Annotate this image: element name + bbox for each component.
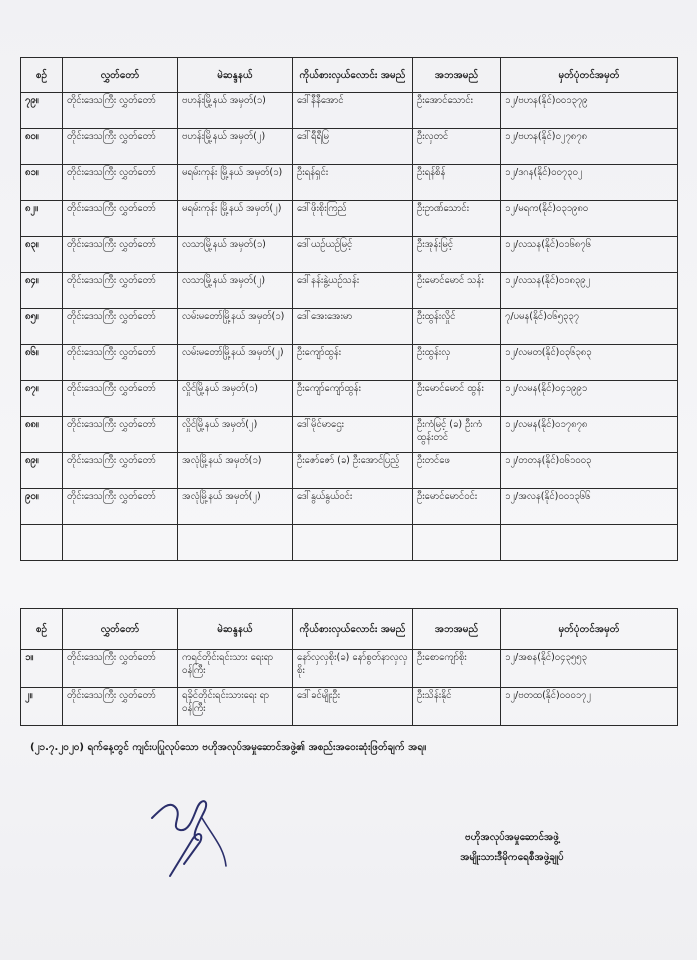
father-name-cell: ဦးမောင်မောင် ထွန်း [413,381,501,417]
ethnic-minister-table-body [21,650,678,726]
father-name-cell: ဦးကံမြင့် (ခ) ဦးကံထွန်းတင် [413,417,501,453]
header-father-name: အဘအမည် [413,58,501,93]
table-row [21,381,678,417]
table-row [21,309,678,345]
father-name-cell: ဦးတင်ဖေ [413,453,501,489]
constituency-cell: မရမ်းကုန်း မြို့နယ် အမှတ်(၂) [178,201,293,237]
father-name-cell: ဦးမောင်မောင် သန်း [413,273,501,309]
blank-cell [293,525,413,561]
header-candidate-name: ကိုယ်စားလှယ်လောင်း အမည် [293,58,413,93]
constituency-cell: လှိုင်မြို့နယ် အမှတ်(၁) [178,381,293,417]
table-row [21,345,678,381]
blank-cell [178,525,293,561]
constituency-cell: လသာမြို့နယ် အမှတ်(၂) [178,273,293,309]
candidate-name-cell: ဦးရန်ရှင်း [293,165,413,201]
hluttaw-cell: တိုင်းဒေသကြီး လွှတ်တော် [63,688,178,726]
father-name-cell: ဦးထွန်းလှိုင် [413,309,501,345]
table-row [21,129,678,165]
nrc-cell: ၁၂/ဗဟန(နိုင်)၀၂၇၈၇၈ [501,129,678,165]
father-name-cell: ဦးစောကျော်စိုး [413,650,501,688]
header-candidate-name: ကိုယ်စားလှယ်လောင်း အမည် [293,609,413,650]
constituency-cell: ကရင်တိုင်းရင်းသား ရေးရာဝန်ကြီး [178,650,293,688]
table-row [21,93,678,129]
constituency-cell: ဗဟန်းမြို့နယ် အမှတ်(၂) [178,129,293,165]
nrc-cell: ၁၂/လသန(နိုင်)၀၁၈၃၉၂ [501,273,678,309]
hluttaw-cell: တိုင်းဒေသကြီး လွှတ်တော် [63,273,178,309]
blank-row [21,525,678,561]
row-number: ၈၅။ [21,309,63,345]
hluttaw-cell: တိုင်းဒေသကြီး လွှတ်တော် [63,93,178,129]
hluttaw-cell: တိုင်းဒေသကြီး လွှတ်တော် [63,650,178,688]
table-row [21,688,678,726]
candidate-name-cell: ဒေါ်အေးအေးမာ [293,309,413,345]
hluttaw-cell: တိုင်းဒေသကြီး လွှတ်တော် [63,417,178,453]
header-nrc: မှတ်ပုံတင်အမှတ် [501,609,678,650]
nrc-cell: ၁၂/အစန(နိုင်)၀၄၃၅၅၃ [501,650,678,688]
candidate-name-cell: နော်လှလှစိုး(ခ) နော်စွတ်နာလှလှစိုး [293,650,413,688]
candidate-name-cell: ဒေါ်ရီရီမြ [293,129,413,165]
header-father-name: အဘအမည် [413,609,501,650]
ethnic-minister-table [20,608,678,726]
row-number: ၈၃။ [21,237,63,273]
row-number: ၈၈။ [21,417,63,453]
constituency-cell: မရမ်းကုန်း မြို့နယ် အမှတ်(၁) [178,165,293,201]
header-no: စဥ် [21,58,63,93]
nrc-cell: ၁၂/လမန(နိုင်)၀၄၁၉၉၁ [501,381,678,417]
row-number: ၇၉။ [21,93,63,129]
blank-cell [413,525,501,561]
nrc-cell: ၁၂/လသန(နိုင်)၀၁၆၈၇၆ [501,237,678,273]
constituency-cell: အလုံမြို့နယ် အမှတ်(၁) [178,453,293,489]
candidate-table [20,57,678,561]
table-row [21,417,678,453]
table-row [21,453,678,489]
hluttaw-cell: တိုင်းဒေသကြီး လွှတ်တော် [63,453,178,489]
row-number: ၁။ [21,650,63,688]
row-number: ၈၆။ [21,345,63,381]
father-name-cell: ဦးဥာဏ်သောင်း [413,201,501,237]
hluttaw-cell: တိုင်းဒေသကြီး လွှတ်တော် [63,381,178,417]
constituency-cell: အလုံမြို့နယ် အမှတ်(၂) [178,489,293,525]
candidate-name-cell: ဒေါ်နွယ်နွယ်ဝင်း [293,489,413,525]
decision-footnote: (၂၁.၇.၂၀၂၀) ရက်နေ့တွင် ကျင်းပပြုလုပ်သော ဗဟိုအလုပ်အမှုဆောင်အဖွဲ့၏ အစည်းအဝေးဆုံးဖြတ်ချက် အရ။ [30,742,427,753]
table-header-row [21,609,678,650]
candidate-name-cell: ဒေါ်မိုင်မာဌေး [293,417,413,453]
row-number: ၈၂။ [21,201,63,237]
header-hluttaw: လွှတ်တော် [63,58,178,93]
father-name-cell: ဦးရန်စိန် [413,165,501,201]
header-nrc: မှတ်ပုံတင်အမှတ် [501,58,678,93]
row-number: ၈၀။ [21,129,63,165]
candidate-name-cell: ဒေါ်ဖိုးစိုးကြည် [293,201,413,237]
hluttaw-cell: တိုင်းဒေသကြီး လွှတ်တော် [63,489,178,525]
constituency-cell: လှိုင်မြို့နယ် အမှတ်(၂) [178,417,293,453]
blank-cell [63,525,178,561]
table-row [21,237,678,273]
handwritten-signature [140,778,230,878]
candidate-name-cell: ဒေါ်ယဉ်ယဉ်မြင့် [293,237,413,273]
hluttaw-cell: တိုင်းဒေသကြီး လွှတ်တော် [63,309,178,345]
table-row [21,273,678,309]
father-name-cell: ဦးထွန်းလှ [413,345,501,381]
header-hluttaw: လွှတ်တော် [63,609,178,650]
header-constituency: မဲဆန္ဒနယ် [178,609,293,650]
nrc-cell: ၁၂/ဗဟန(နိုင်)၀၀၁၃၇၉ [501,93,678,129]
constituency-cell: လသာမြို့နယ် အမှတ်(၁) [178,237,293,273]
blank-cell [21,525,63,561]
table-row [21,165,678,201]
constituency-cell: ရခိုင်တိုင်းရင်းသားရေး ရာဝန်ကြီး [178,688,293,726]
hluttaw-cell: တိုင်းဒေသကြီး လွှတ်တော် [63,129,178,165]
nrc-cell: ၁၂/မရက(နိုင်)၀၃၁၉၈၀ [501,201,678,237]
constituency-cell: လမ်းမတော်မြို့နယ် အမှတ်(၁) [178,309,293,345]
hluttaw-cell: တိုင်းဒေသကြီး လွှတ်တော် [63,201,178,237]
hluttaw-cell: တိုင်းဒေသကြီး လွှတ်တော် [63,345,178,381]
signature-block [397,828,627,868]
hluttaw-cell: တိုင်းဒေသကြီး လွှတ်တော် [63,237,178,273]
row-number: ၈၉။ [21,453,63,489]
table-row [21,201,678,237]
nrc-cell: ၁၂/အလန(နိုင်)၀၀၁၃၆၆ [501,489,678,525]
header-no: စဥ် [21,609,63,650]
constituency-cell: ဗဟန်းမြို့နယ် အမှတ်(၁) [178,93,293,129]
father-name-cell: ဦးသိန်းနိုင် [413,688,501,726]
signature-line-committee: ဗဟိုအလုပ်အမှုဆောင်အဖွဲ့ [465,832,559,843]
father-name-cell: ဦးအုန်းမြင့် [413,237,501,273]
nrc-cell: ၁၂/တတန(နိုင်)၀၆၁၀၀၃ [501,453,678,489]
row-number: ၈၇။ [21,381,63,417]
row-number: ၈၁။ [21,165,63,201]
candidate-table-body [21,93,678,561]
row-number: ၉၀။ [21,489,63,525]
nrc-cell: ၁၂/ဗတထ(နိုင်)၀၀၀၁၇၂ [501,688,678,726]
candidate-name-cell: ဒေါ်နန်းနွဲ့ယဉ်သန်း [293,273,413,309]
candidate-name-cell: ဦးကျော်ထွန်း [293,345,413,381]
candidate-name-cell: ဦးဇော်ဇော် (ခ) ဦးအောင်ပြည့် [293,453,413,489]
nrc-cell: ၁၂/လမတ(နိုင်)၀၃၆၃၈၃ [501,345,678,381]
constituency-cell: လမ်းမတော်မြို့နယ် အမှတ်(၂) [178,345,293,381]
blank-cell [501,525,678,561]
nrc-cell: ၇/ပမန(နိုင်)၀၆၅၃၃၇ [501,309,678,345]
nrc-cell: ၁၂/လမန(နိုင်)၀၁၇၈၇၈ [501,417,678,453]
table-row [21,650,678,688]
candidate-name-cell: ဦးကျော်ကျော်ထွန်း [293,381,413,417]
hluttaw-cell: တိုင်းဒေသကြီး လွှတ်တော် [63,165,178,201]
header-constituency: မဲဆန္ဒနယ် [178,58,293,93]
candidate-name-cell: ဒေါ်နီနီအောင် [293,93,413,129]
father-name-cell: ဦးအောင်သောင်း [413,93,501,129]
candidate-name-cell: ဒေါ်ခင်မျိုးဦး [293,688,413,726]
signature-line-party: အမျိုးသားဒီမိုကရေစီအဖွဲ့ချုပ် [460,852,564,863]
table-row [21,489,678,525]
row-number: ၂။ [21,688,63,726]
father-name-cell: ဦးလှတင် [413,129,501,165]
nrc-cell: ၁၂/ဒဂန(နိုင်)၀၀၇၃၀၂ [501,165,678,201]
row-number: ၈၄။ [21,273,63,309]
table-header-row [21,58,678,93]
father-name-cell: ဦးမောင်မောင်ဝင်း [413,489,501,525]
